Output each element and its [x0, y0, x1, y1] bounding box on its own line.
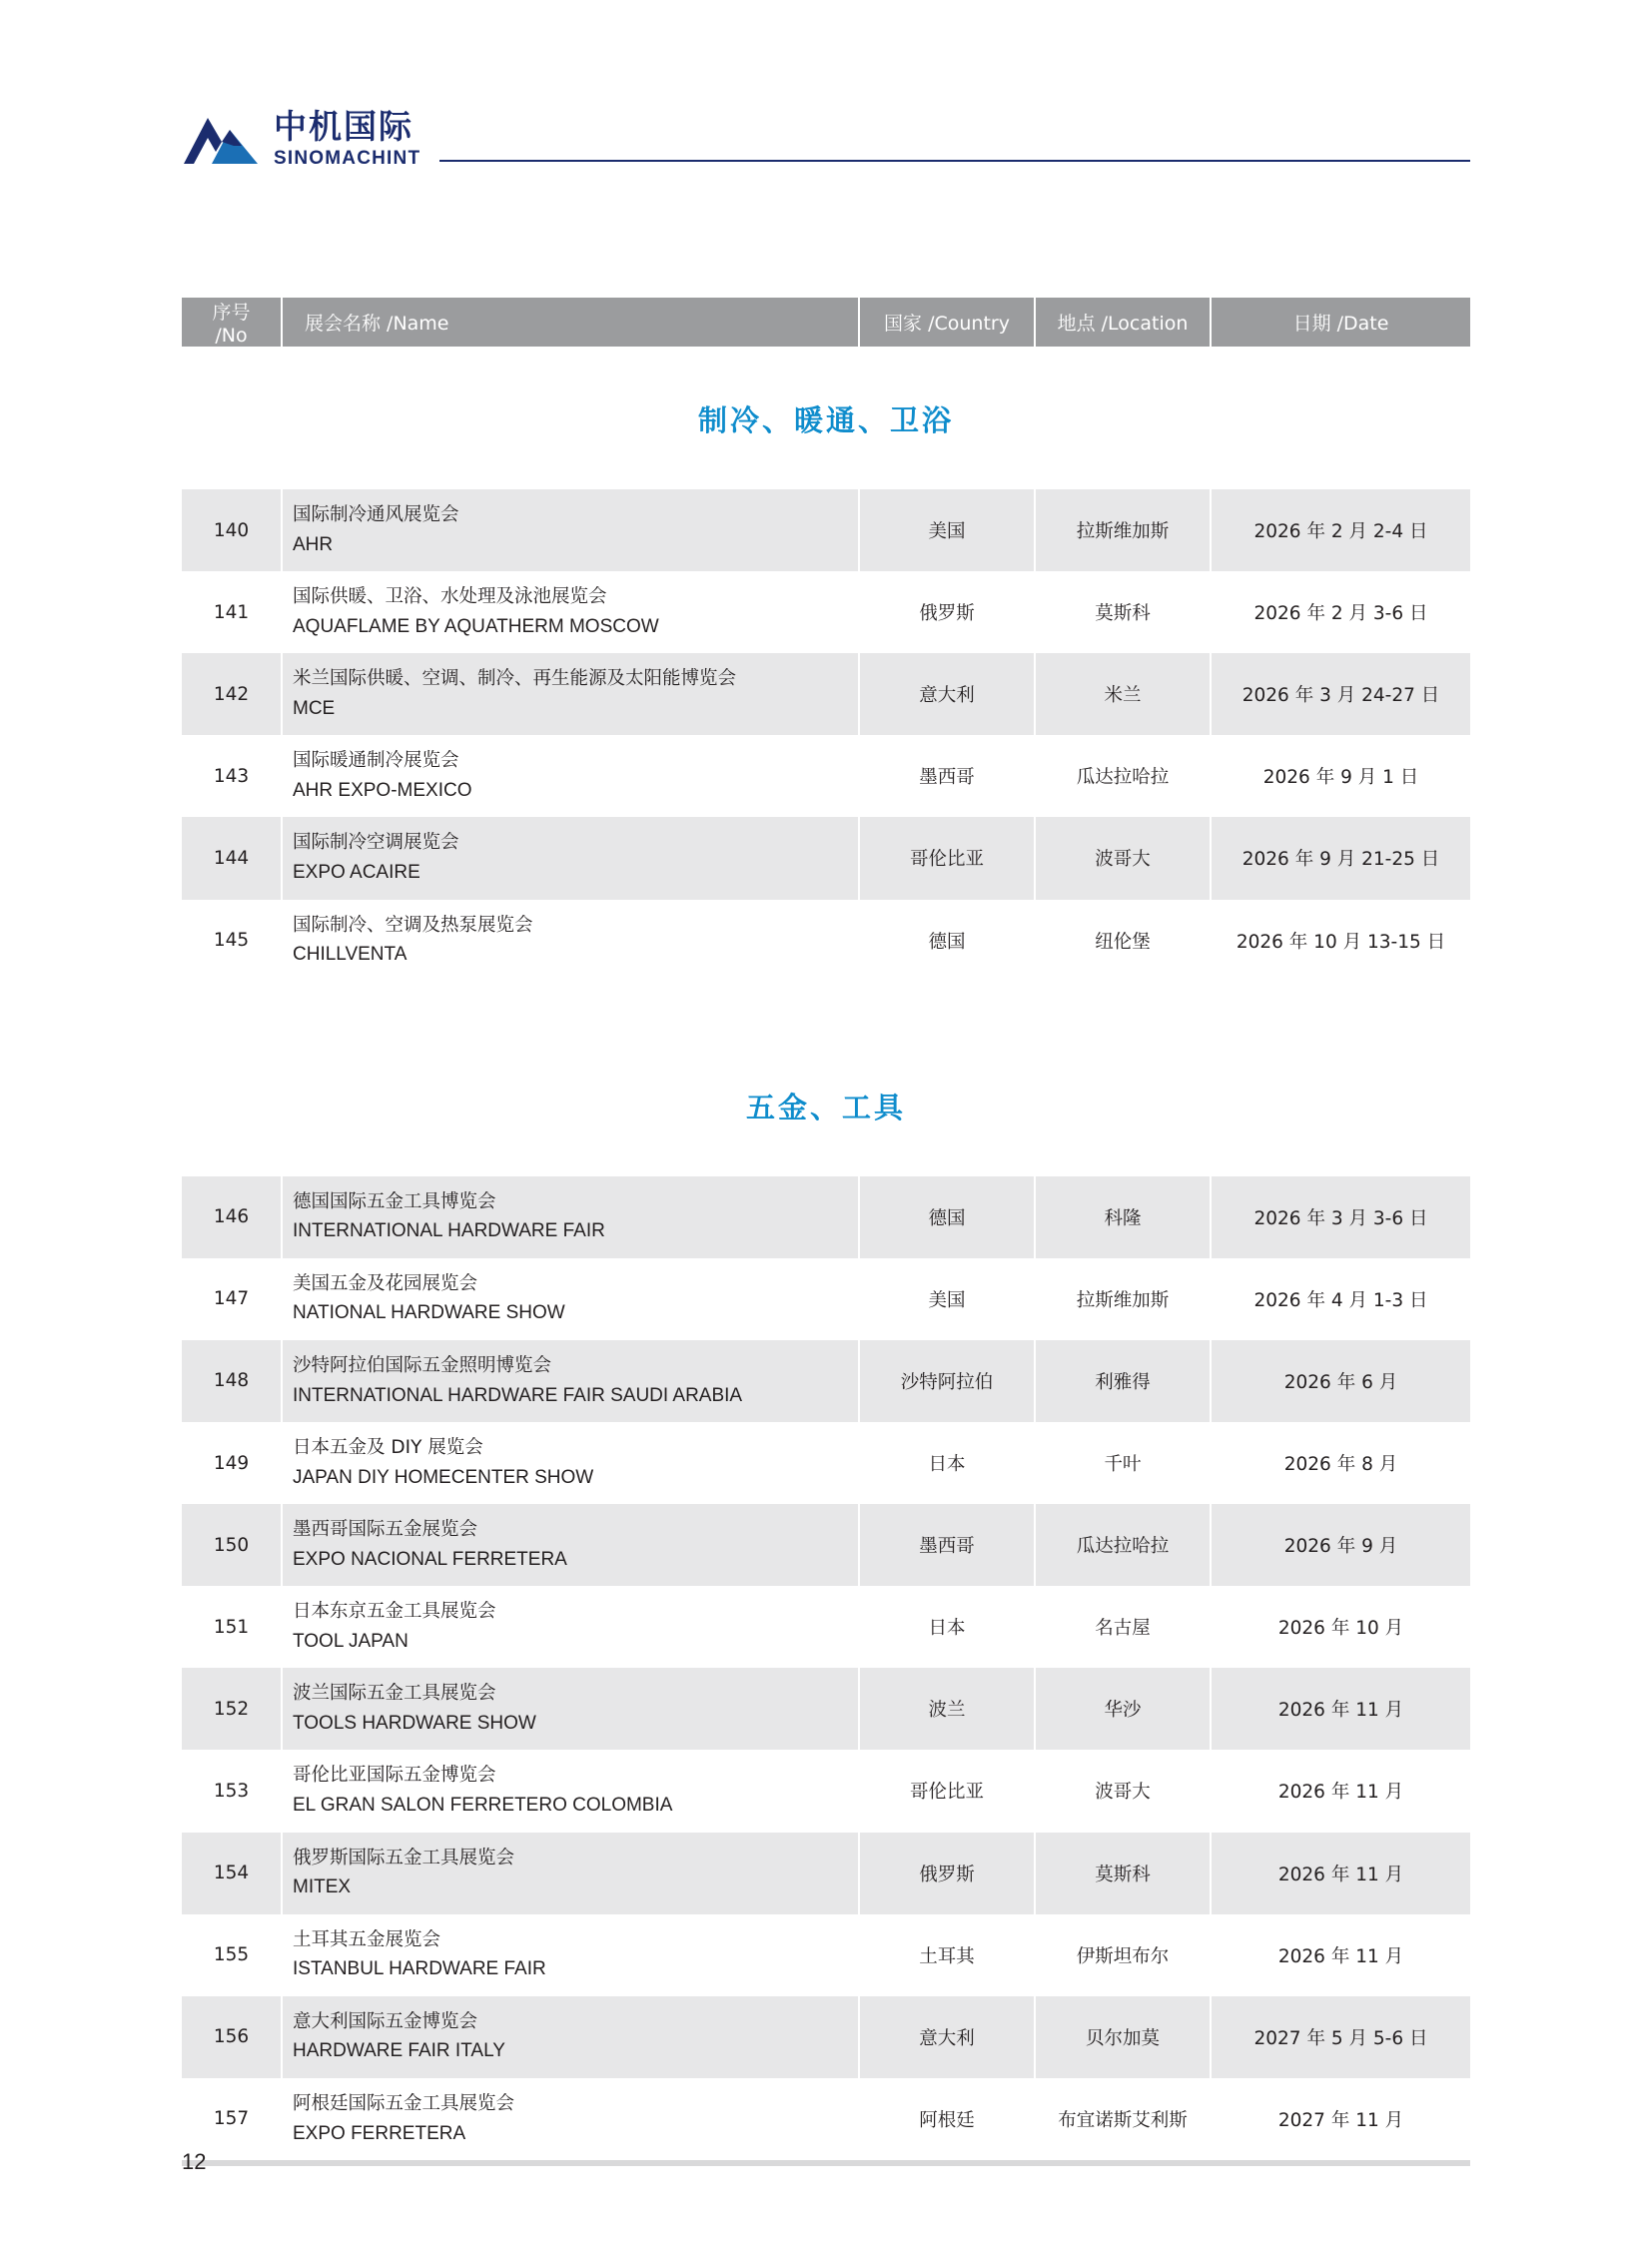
cell-date: 2026 年 9 月 [1211, 1504, 1470, 1586]
cell-country: 哥伦比亚 [859, 817, 1035, 899]
cell-name [282, 2078, 859, 2160]
cell-date: 2026 年 11 月 [1211, 1833, 1470, 1914]
cell-no: 142 [182, 653, 282, 735]
table-header-row [182, 298, 1470, 347]
fair-name-cn: 国际制冷通风展览会 [293, 504, 459, 525]
cell-country: 波兰 [859, 1668, 1035, 1750]
cell-date: 2026 年 10 月 13-15 日 [1211, 900, 1470, 982]
column-header-date: 日期 /Date [1211, 298, 1470, 347]
column-header-location: 地点 /Location [1035, 298, 1211, 347]
fair-name-en: TOOLS HARDWARE SHOW [293, 1712, 536, 1734]
cell-name [282, 653, 859, 735]
cell-country: 俄罗斯 [859, 1833, 1035, 1914]
section-title-row [182, 392, 1470, 445]
cell-location: 拉斯维加斯 [1035, 489, 1211, 571]
fair-name-en: AQUAFLAME BY AQUATHERM MOSCOW [293, 615, 659, 637]
fair-name-en: INTERNATIONAL HARDWARE FAIR [293, 1220, 605, 1242]
table-row [182, 1750, 1470, 1832]
fair-name-cn: 国际制冷空调展览会 [293, 832, 459, 854]
cell-no: 154 [182, 1833, 282, 1914]
cell-name [282, 1422, 859, 1504]
fair-name-cn: 米兰国际供暖、空调、制冷、再生能源及太阳能博览会 [293, 668, 737, 690]
cell-country: 阿根廷 [859, 2078, 1035, 2160]
cell-country: 德国 [859, 900, 1035, 982]
table-row [182, 1914, 1470, 1996]
section-spacer [182, 982, 1470, 1080]
cell-location: 科隆 [1035, 1176, 1211, 1258]
cell-name [282, 900, 859, 982]
cell-country: 美国 [859, 1258, 1035, 1340]
section-title-row [182, 1080, 1470, 1132]
section-title: 制冷、暖通、卫浴 [182, 392, 1470, 445]
cell-no: 152 [182, 1668, 282, 1750]
fair-name-cn: 日本东京五金工具展览会 [293, 1601, 496, 1623]
cell-no: 148 [182, 1340, 282, 1422]
cell-no: 151 [182, 1586, 282, 1668]
cell-no: 147 [182, 1258, 282, 1340]
fairs-table [182, 298, 1470, 2166]
page-number: 12 [182, 2149, 207, 2174]
fair-name-en: EXPO ACAIRE [293, 862, 420, 884]
table-row [182, 1996, 1470, 2078]
table-row [182, 1340, 1470, 1422]
fair-name-en: EL GRAN SALON FERRETERO COLOMBIA [293, 1795, 673, 1817]
cell-location: 利雅得 [1035, 1340, 1211, 1422]
fair-name-en: AHR [293, 533, 334, 555]
section-spacer [182, 347, 1470, 392]
cell-location: 莫斯科 [1035, 1833, 1211, 1914]
cell-country: 德国 [859, 1176, 1035, 1258]
column-header-name: 展会名称 /Name [282, 298, 859, 347]
cell-no: 146 [182, 1176, 282, 1258]
cell-date: 2026 年 8 月 [1211, 1422, 1470, 1504]
cell-location: 波哥大 [1035, 1750, 1211, 1832]
fairs-table-block [182, 298, 1470, 2166]
fair-name-cn: 土耳其五金展览会 [293, 1928, 441, 1950]
fair-name-cn: 意大利国际五金博览会 [293, 2010, 478, 2032]
cell-name [282, 735, 859, 817]
cell-country: 意大利 [859, 653, 1035, 735]
cell-name [282, 1504, 859, 1586]
cell-location: 瓜达拉哈拉 [1035, 1504, 1211, 1586]
table-row [182, 900, 1470, 982]
fair-name-cn: 哥伦比亚国际五金博览会 [293, 1765, 496, 1787]
header-divider [439, 160, 1470, 162]
cell-country: 哥伦比亚 [859, 1750, 1035, 1832]
fair-name-cn: 国际制冷、空调及热泵展览会 [293, 914, 533, 936]
cell-date: 2026 年 11 月 [1211, 1914, 1470, 1996]
cell-country: 美国 [859, 489, 1035, 571]
cell-no: 149 [182, 1422, 282, 1504]
table-row [182, 817, 1470, 899]
fair-name-cn: 阿根廷国际五金工具展览会 [293, 2092, 515, 2114]
section-spacer [182, 1132, 1470, 1176]
page-header [182, 108, 1470, 188]
table-row [182, 1176, 1470, 1258]
cell-name [282, 1340, 859, 1422]
cell-no: 155 [182, 1914, 282, 1996]
fair-name-en: CHILLVENTA [293, 944, 408, 966]
cell-date: 2026 年 10 月 [1211, 1586, 1470, 1668]
fair-name-cn: 沙特阿拉伯国际五金照明博览会 [293, 1354, 552, 1376]
mountain-logo-icon [182, 108, 260, 170]
cell-no: 156 [182, 1996, 282, 2078]
cell-name [282, 817, 859, 899]
section-title: 五金、工具 [182, 1080, 1470, 1132]
cell-date: 2027 年 11 月 [1211, 2078, 1470, 2160]
cell-country: 沙特阿拉伯 [859, 1340, 1035, 1422]
table-row [182, 1833, 1470, 1914]
cell-country: 墨西哥 [859, 735, 1035, 817]
cell-no: 141 [182, 571, 282, 653]
fair-name-en: JAPAN DIY HOMECENTER SHOW [293, 1466, 594, 1488]
table-row [182, 571, 1470, 653]
cell-name [282, 571, 859, 653]
cell-date: 2026 年 3 月 3-6 日 [1211, 1176, 1470, 1258]
cell-location: 华沙 [1035, 1668, 1211, 1750]
cell-name [282, 1258, 859, 1340]
cell-no: 144 [182, 817, 282, 899]
table-row [182, 735, 1470, 817]
cell-location: 纽伦堡 [1035, 900, 1211, 982]
cell-name [282, 1996, 859, 2078]
fair-name-en: AHR EXPO-MEXICO [293, 780, 472, 801]
cell-location: 米兰 [1035, 653, 1211, 735]
cell-name [282, 1914, 859, 1996]
fair-name-cn: 国际供暖、卫浴、水处理及泳池展览会 [293, 586, 607, 608]
fair-name-cn: 德国国际五金工具博览会 [293, 1190, 496, 1212]
cell-date: 2026 年 4 月 1-3 日 [1211, 1258, 1470, 1340]
table-row [182, 653, 1470, 735]
cell-date: 2026 年 11 月 [1211, 1668, 1470, 1750]
fair-name-cn: 美国五金及花园展览会 [293, 1272, 478, 1294]
cell-name [282, 1586, 859, 1668]
cell-date: 2027 年 5 月 5-6 日 [1211, 1996, 1470, 2078]
table-body [182, 347, 1470, 2166]
fair-name-en: EXPO FERRETERA [293, 2122, 466, 2144]
cell-no: 157 [182, 2078, 282, 2160]
cell-date: 2026 年 2 月 2-4 日 [1211, 489, 1470, 571]
cell-location: 伊斯坦布尔 [1035, 1914, 1211, 1996]
fair-name-cn: 墨西哥国际五金展览会 [293, 1519, 478, 1541]
cell-location: 拉斯维加斯 [1035, 1258, 1211, 1340]
fair-name-en: ISTANBUL HARDWARE FAIR [293, 1958, 546, 1980]
table-row [182, 1668, 1470, 1750]
table-row [182, 1422, 1470, 1504]
cell-country: 墨西哥 [859, 1504, 1035, 1586]
brand-name-en: SINOMACHINT [274, 148, 421, 169]
fair-name-en: INTERNATIONAL HARDWARE FAIR SAUDI ARABIA [293, 1384, 743, 1406]
table-row [182, 1258, 1470, 1340]
table-row [182, 2078, 1470, 2160]
cell-date: 2026 年 9 月 1 日 [1211, 735, 1470, 817]
cell-name [282, 1668, 859, 1750]
cell-date: 2026 年 3 月 24-27 日 [1211, 653, 1470, 735]
fair-name-en: MITEX [293, 1876, 352, 1898]
cell-no: 150 [182, 1504, 282, 1586]
fair-name-cn: 俄罗斯国际五金工具展览会 [293, 1847, 515, 1868]
cell-location: 瓜达拉哈拉 [1035, 735, 1211, 817]
fair-name-en: MCE [293, 697, 336, 719]
cell-date: 2026 年 6 月 [1211, 1340, 1470, 1422]
fair-name-cn: 国际暖通制冷展览会 [293, 750, 459, 772]
cell-location: 贝尔加莫 [1035, 1996, 1211, 2078]
cell-country: 土耳其 [859, 1914, 1035, 1996]
cell-country: 日本 [859, 1586, 1035, 1668]
table-row [182, 489, 1470, 571]
cell-location: 波哥大 [1035, 817, 1211, 899]
cell-name [282, 1176, 859, 1258]
fair-name-en: HARDWARE FAIR ITALY [293, 2040, 505, 2062]
fair-name-en: EXPO NACIONAL FERRETERA [293, 1548, 567, 1570]
column-header-no: 序号 /No [182, 298, 282, 347]
cell-date: 2026 年 2 月 3-6 日 [1211, 571, 1470, 653]
table-bottom-rule [182, 2160, 1470, 2166]
cell-location: 莫斯科 [1035, 571, 1211, 653]
cell-no: 143 [182, 735, 282, 817]
cell-country: 俄罗斯 [859, 571, 1035, 653]
cell-date: 2026 年 11 月 [1211, 1750, 1470, 1832]
cell-date: 2026 年 9 月 21-25 日 [1211, 817, 1470, 899]
section-spacer [182, 445, 1470, 489]
cell-no: 145 [182, 900, 282, 982]
fair-name-en: TOOL JAPAN [293, 1630, 409, 1652]
cell-name [282, 1750, 859, 1832]
table-row [182, 1504, 1470, 1586]
cell-location: 千叶 [1035, 1422, 1211, 1504]
table-row [182, 1586, 1470, 1668]
fair-name-cn: 日本五金及 DIY 展览会 [293, 1436, 483, 1458]
cell-no: 153 [182, 1750, 282, 1832]
fair-name-en: NATIONAL HARDWARE SHOW [293, 1302, 565, 1324]
fair-name-cn: 波兰国际五金工具展览会 [293, 1683, 496, 1705]
cell-name [282, 489, 859, 571]
cell-name [282, 1833, 859, 1914]
cell-country: 日本 [859, 1422, 1035, 1504]
cell-location: 布宜诺斯艾利斯 [1035, 2078, 1211, 2160]
brand-text [274, 107, 421, 169]
cell-location: 名古屋 [1035, 1586, 1211, 1668]
cell-country: 意大利 [859, 1996, 1035, 2078]
brand-name-cn: 中机国际 [274, 107, 413, 146]
cell-no: 140 [182, 489, 282, 571]
column-header-country: 国家 /Country [859, 298, 1035, 347]
